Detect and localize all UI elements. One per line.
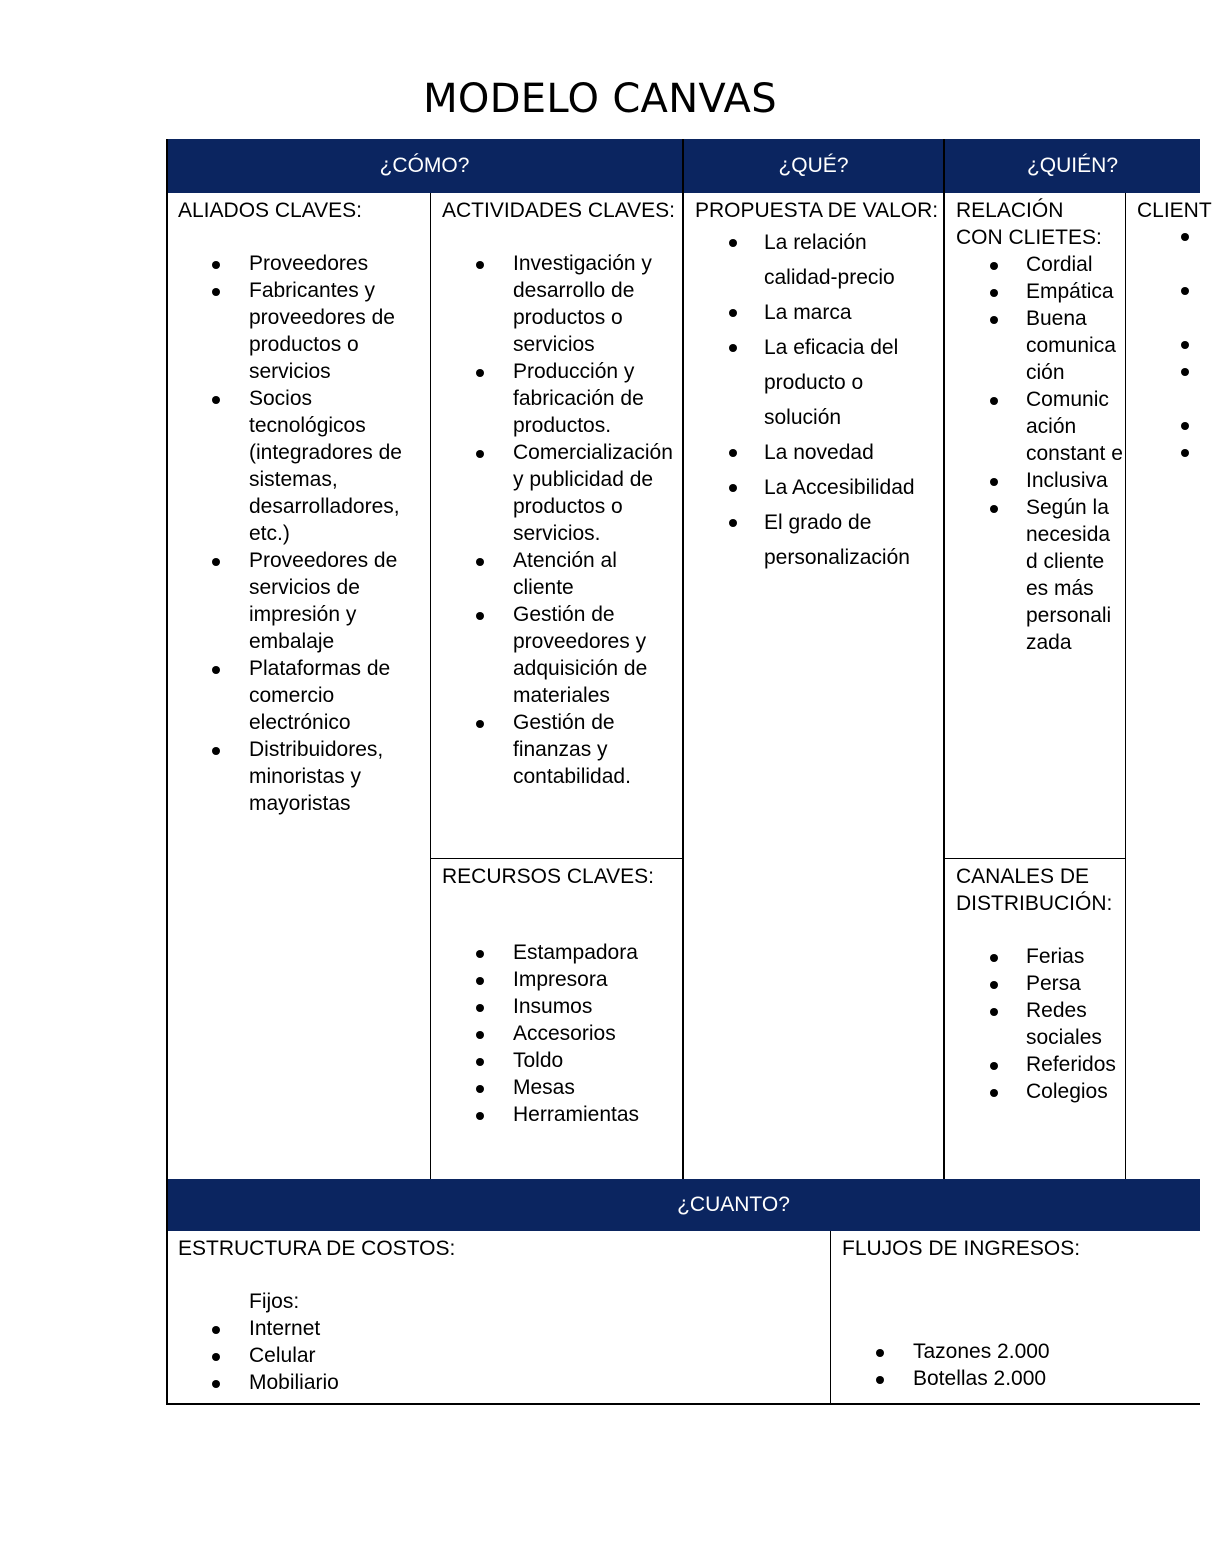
relacion-list — [956, 251, 1125, 656]
cell-clientes — [1126, 193, 1212, 464]
list-item: Atención al cliente — [442, 547, 682, 601]
relacion-label: RELACIÓN CON CLIETES: — [956, 199, 1102, 249]
list-item: Toldo — [442, 1047, 682, 1074]
cell-canales-distribucion — [945, 859, 1125, 1105]
clientes-label: CLIENT — [1137, 199, 1212, 222]
cell-actividades-claves — [431, 193, 682, 790]
costos-label: ESTRUCTURA DE COSTOS: — [178, 1237, 456, 1260]
list-item: Cordial — [956, 251, 1125, 278]
cell-aliados-claves — [167, 193, 430, 817]
list-item: Redes sociales — [956, 997, 1125, 1051]
list-item: Según la necesida d cliente es más personali zada — [956, 494, 1125, 656]
aliados-list — [178, 250, 430, 817]
costos-list — [178, 1315, 830, 1396]
costos-subheading: Fijos: — [249, 1290, 300, 1313]
list-item: Proveedores de servicios de impresión y embalaje — [178, 547, 430, 655]
actividades-list — [442, 250, 682, 790]
list-item: Inclusiva — [956, 467, 1125, 494]
bullet-icon — [1181, 449, 1189, 457]
canales-list — [956, 943, 1125, 1105]
ingresos-list — [842, 1338, 1200, 1392]
list-item: Persa — [956, 970, 1125, 997]
list-item: Comercialización y publicidad de productos o servicios. — [442, 439, 682, 547]
bullet-icon — [1181, 233, 1189, 241]
list-item: Mesas — [442, 1074, 682, 1101]
list-item: Ferias — [956, 943, 1125, 970]
list-item: Botellas 2.000 — [842, 1365, 1200, 1392]
list-item: Estampadora — [442, 939, 682, 966]
grid-line — [166, 1403, 1200, 1405]
header-como: ¿CÓMO? — [167, 139, 682, 193]
actividades-label: ACTIVIDADES CLAVES: — [442, 199, 676, 222]
bullet-icon — [1181, 368, 1189, 376]
cell-recursos-claves — [431, 859, 682, 1128]
list-item: La relación calidad-precio — [695, 225, 943, 295]
list-item: La Accesibilidad — [695, 470, 943, 505]
list-item: Insumos — [442, 993, 682, 1020]
list-item: Investigación y desarrollo de productos o servicios — [442, 250, 682, 358]
list-item: Mobiliario — [178, 1369, 830, 1396]
propuesta-list — [695, 225, 943, 575]
list-item: Herramientas — [442, 1101, 682, 1128]
list-item: Accesorios — [442, 1020, 682, 1047]
recursos-list — [442, 939, 682, 1128]
list-item: Plataformas de comercio electrónico — [178, 655, 430, 736]
list-item: Tazones 2.000 — [842, 1338, 1200, 1365]
clientes-bullets — [1137, 224, 1200, 464]
list-item: Impresora — [442, 966, 682, 993]
list-item: Proveedores — [178, 250, 430, 277]
cell-propuesta-valor — [684, 193, 943, 575]
list-item: Distribuidores, minoristas y mayoristas — [178, 736, 430, 817]
list-item: Socios tecnológicos (integradores de sistemas, desarrolladores, etc.) — [178, 385, 430, 547]
list-item: Gestión de proveedores y adquisición de materiales — [442, 601, 682, 709]
canales-label: CANALES DE DISTRIBUCIÓN: — [956, 865, 1113, 915]
header-cuanto-label: ¿CUANTO? — [677, 1193, 790, 1216]
ingresos-label: FLUJOS DE INGRESOS: — [842, 1237, 1081, 1260]
list-item: Colegios — [956, 1078, 1125, 1105]
list-item: Buena comunica ción — [956, 305, 1125, 386]
aliados-label: ALIADOS CLAVES: — [178, 199, 363, 222]
list-item: Internet — [178, 1315, 830, 1342]
cell-estructura-costos — [167, 1231, 830, 1396]
bullet-icon — [1181, 341, 1189, 349]
list-item: La eficacia del producto o solución — [695, 330, 943, 435]
bullet-icon — [1181, 422, 1189, 430]
list-item: Fabricantes y proveedores de productos o servicios — [178, 277, 430, 385]
cell-flujos-ingresos — [831, 1231, 1200, 1392]
list-item: El grado de personalización — [695, 505, 943, 575]
cell-relacion-clientes — [945, 193, 1125, 656]
list-item: Empática — [956, 278, 1125, 305]
header-quien: ¿QUIÉN? — [945, 139, 1200, 193]
propuesta-label: PROPUESTA DE VALOR: — [695, 199, 939, 222]
list-item: La novedad — [695, 435, 943, 470]
list-item: Gestión de finanzas y contabilidad. — [442, 709, 682, 790]
header-cuanto — [167, 1179, 1200, 1231]
page-title: MODELO CANVAS — [423, 76, 777, 122]
list-item: Comunic ación constant e — [956, 386, 1125, 467]
list-item: Referidos — [956, 1051, 1125, 1078]
list-item: Producción y fabricación de productos. — [442, 358, 682, 439]
list-item: La marca — [695, 295, 943, 330]
bullet-icon — [1181, 287, 1189, 295]
recursos-label: RECURSOS CLAVES: — [442, 865, 654, 888]
list-item: Celular — [178, 1342, 830, 1369]
header-que: ¿QUÉ? — [684, 139, 943, 193]
